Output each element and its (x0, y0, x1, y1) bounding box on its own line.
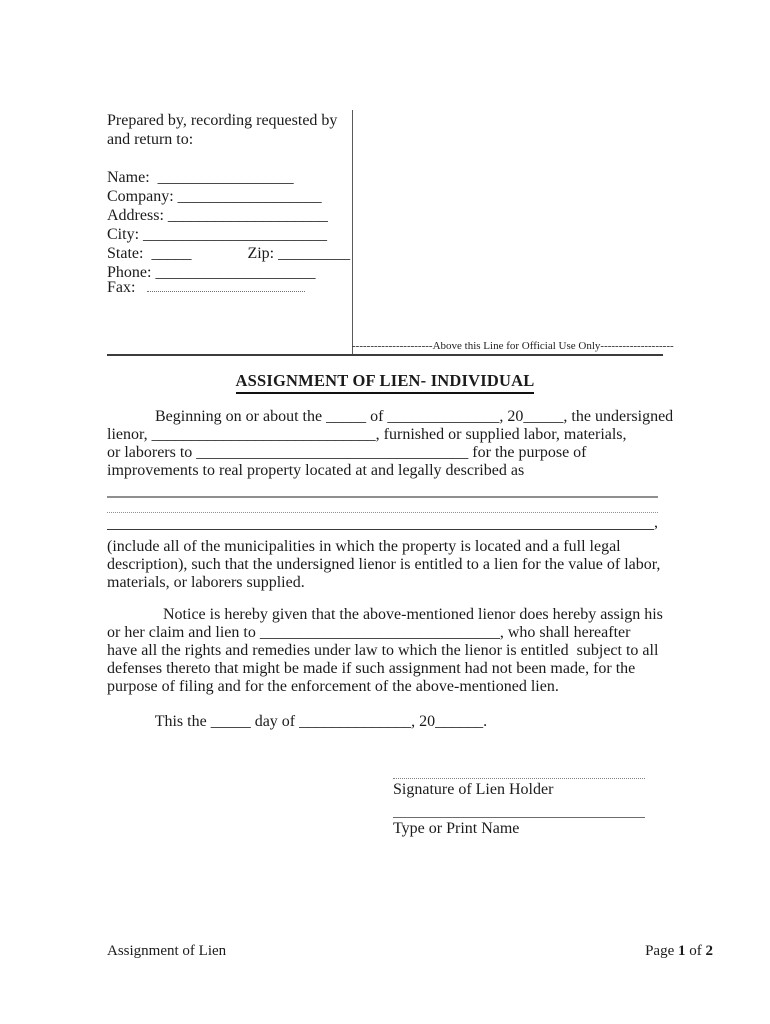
property-description-line-1 (107, 483, 658, 498)
property-description-line-3 (107, 514, 654, 530)
footer-of-word: of (685, 943, 706, 959)
footer-page-indicator (645, 943, 713, 960)
footer-page-total: 2 (705, 943, 713, 959)
type-or-print-name-label: Type or Print Name (393, 820, 520, 837)
paragraph-notice: Notice is hereby given that the above-mentioned lienor does hereby assign his or her claim and lien to ______________________________, who shall hereafter have all the rights and remedies under law to which the lienor is entitled subject to all defenses thereto that might be made if such assignment had not been made, for the purpose of filing and for the enforcement of the above-mentioned lien. (107, 606, 663, 695)
fax-row (107, 277, 305, 297)
paragraph-beginning: Beginning on or about the _____ of ______________, 20_____, the undersigned lienor, ____________________________, furnished or supplied labor, materials, or laborers to __________________________________ for the purpose of improvements to real property located at and legally described as (107, 408, 674, 479)
legal-description-note: (include all of the municipalities in which the property is located and a full legal description), such that the undersigned lienor is entitled to a lien for the value of labor, materials, or laborers supplied. (107, 538, 661, 591)
prepared-by-block: Prepared by, recording requested by and return to: Name: _________________ Company: __________________ Address: ____________________ City: _______________________ State: _____ Zip: _________ Phone: ____________________ (107, 112, 351, 281)
footer-page-word: Page (645, 943, 678, 959)
execution-date-line: This the _____ day of ______________, 20______. (107, 713, 488, 730)
fax-label: Fax: (107, 279, 136, 296)
property-description-line-3-row (107, 513, 658, 530)
property-description-comma: , (654, 514, 658, 531)
signature-block (393, 778, 645, 838)
column-divider-line (352, 110, 353, 356)
official-use-separator-line (107, 354, 663, 356)
page-title: ASSIGNMENT OF LIEN- INDIVIDUAL (236, 371, 535, 394)
footer-document-name: Assignment of Lien (107, 943, 227, 959)
official-use-only-label: ----------------------Above this Line for Official Use Only-------------------- (352, 340, 674, 352)
property-description-blanks (107, 483, 658, 530)
signature-of-lien-holder-label: Signature of Lien Holder (393, 781, 554, 798)
footer-page-number: 1 (678, 943, 686, 959)
fax-blank-line (147, 277, 305, 292)
property-description-line-2 (107, 498, 658, 513)
title-row (107, 371, 663, 394)
